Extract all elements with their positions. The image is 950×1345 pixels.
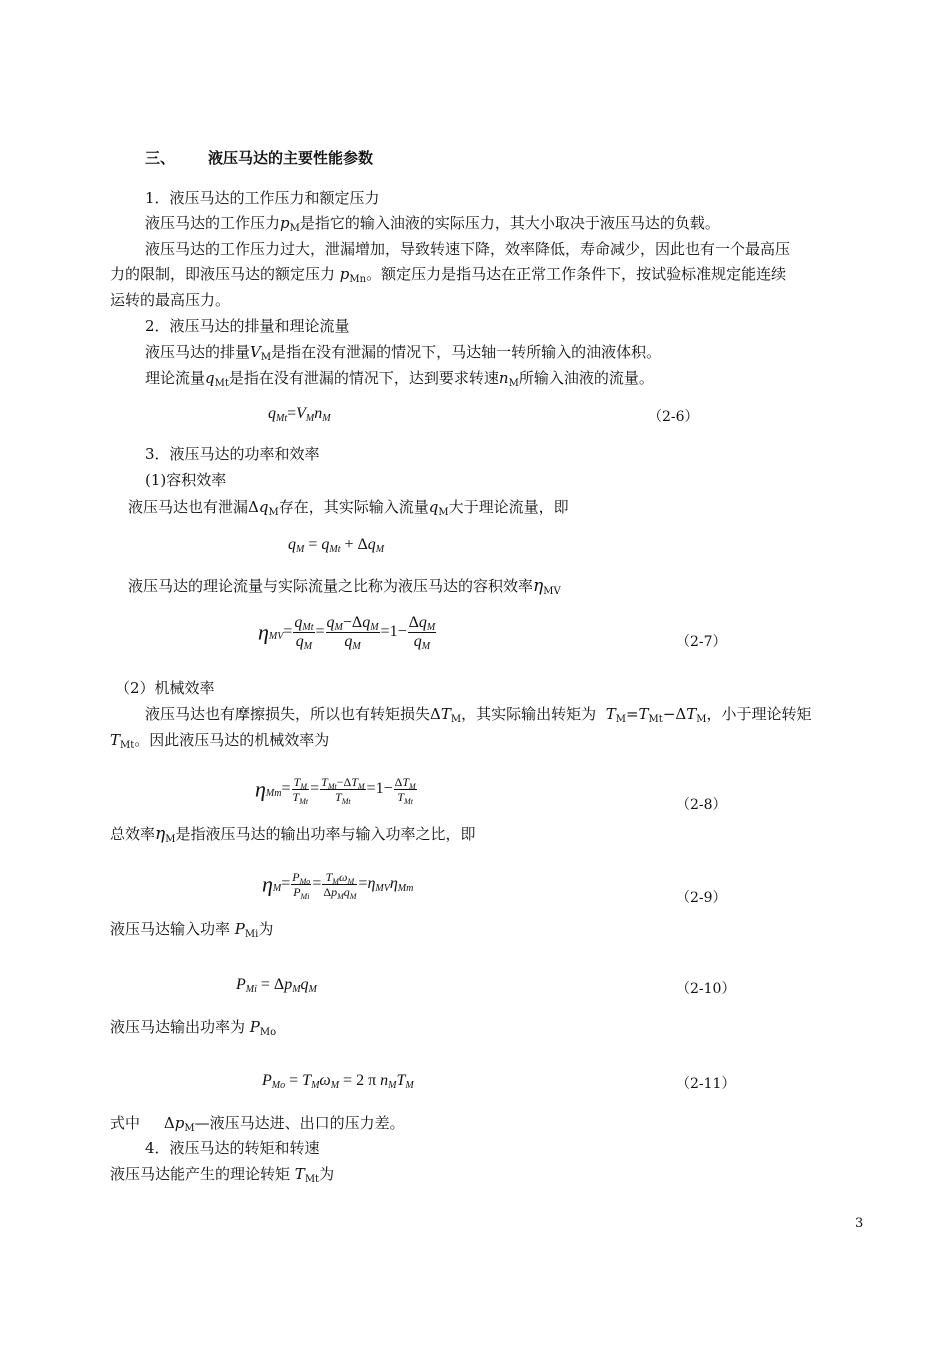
paragraph: 总效率$\eta_M$是指液压马达的输出功率与输入功率之比，即 [110, 824, 476, 845]
paragraph: $T_{Mt}$。因此液压马达的机械效率为 [110, 731, 330, 751]
subsection-heading-3: 3．液压马达的功率和效率 [145, 445, 320, 463]
equation-number: （2-11） [676, 1076, 736, 1092]
subsubsection-heading: (1)容积效率 [145, 471, 227, 489]
equation-2-11: $P_{Mo} = T_M\omega_M = 2$ π $n_MT_M$ [262, 1072, 414, 1091]
paragraph: 液压马达也有泄漏$\Delta q_M$存在，其实际输入流量$q_M$大于理论流量，即 [128, 498, 569, 518]
paragraph: 理论流量$q_{Mt}$是指在没有泄漏的情况下，达到要求转速$n_M$所输入油液的流量。 [145, 369, 654, 389]
paragraph: 液压马达能产生的理论转矩 $T_{Mt}$为 [110, 1165, 335, 1185]
paragraph: 液压马达输入功率 $P_{Mi}$为 [110, 920, 274, 940]
equation-number: （2-10） [676, 981, 736, 997]
section-number: 三、 [145, 149, 176, 167]
equation-number: （2-6） [648, 409, 699, 425]
paragraph: 液压马达的工作压力过大，泄漏增加，导致转速下降，效率降低，寿命减少，因此也有一个最高压 [145, 240, 791, 258]
subsection-heading-4: 4．液压马达的转矩和转速 [145, 1139, 320, 1157]
paragraph: 液压马达的排量$V_M$是指在没有泄漏的情况下，马达轴一转所输入的油液体积。 [145, 343, 662, 363]
equation-2-8: $\eta_{Mm}=$ $T_M$ $T_{Mt}$ = $T_{Mt}-\Delta T_M$ $T_{Mt}$ =1− $\Delta T_M$ $T_{Mt}$ [255, 775, 416, 806]
paragraph: 力的限制，即液压马达的额定压力 $p_{Mn}$。额定压力是指马达在正常工作条件下，按试验标准规定能连续 [110, 265, 787, 285]
paragraph: 运转的最高压力。 [110, 291, 231, 309]
equation-2-6: $q_{Mt}=V_Mn_M$ [268, 405, 331, 424]
page-number: 3 [855, 1216, 864, 1231]
subsection-heading-1: 1．液压马达的工作压力和额定压力 [145, 189, 380, 207]
paragraph: 液压马达输出功率为 $P_{Mo}$ [110, 1018, 277, 1038]
paragraph: 液压马达的理论流量与实际流量之比称为液压马达的容积效率$\eta_{MV}$ [128, 576, 561, 597]
equation-number: （2-7） [676, 634, 727, 650]
subsection-heading-2: 2．液压马达的排量和理论流量 [145, 317, 350, 335]
subsubsection-heading: （2）机械效率 [115, 679, 215, 697]
equation-2-7: $\eta_{MV}=$ $q_{Mt}$ $q_M$ = $q_M-\Delta q_M$ $q_M$ =1− $\Delta q_M$ $q_M$ [258, 614, 436, 652]
equation-number: （2-8） [676, 797, 727, 813]
equation-2-9: $\eta_M=$ $P_{Mo}$ $P_{Mi}$ = $T_M\omega_M$ $\Delta p_Mq_M$ $=\eta_{MV}\eta_{Mm}$ [262, 870, 414, 901]
equation-flow: $q_M = q_{Mt} + \Delta q_M$ [288, 536, 385, 555]
paragraph: 式中 $\Delta p_M—$液压马达进、出口的压力差。 [110, 1114, 405, 1134]
equation-2-10: $P_{Mi} = \Delta p_Mq_M$ [236, 976, 317, 995]
paragraph: 液压马达也有摩擦损失，所以也有转矩损失$\Delta T_M$，其实际输出转矩为 $T_M=T_{Mt}-\Delta T_M$，小于理论转矩 [145, 705, 812, 725]
section-title: 液压马达的主要性能参数 [208, 149, 374, 167]
paragraph: 液压马达的工作压力$p_M$是指它的输入油液的实际压力，其大小取决于液压马达的负载。 [145, 214, 720, 234]
equation-number: （2-9） [676, 890, 727, 906]
